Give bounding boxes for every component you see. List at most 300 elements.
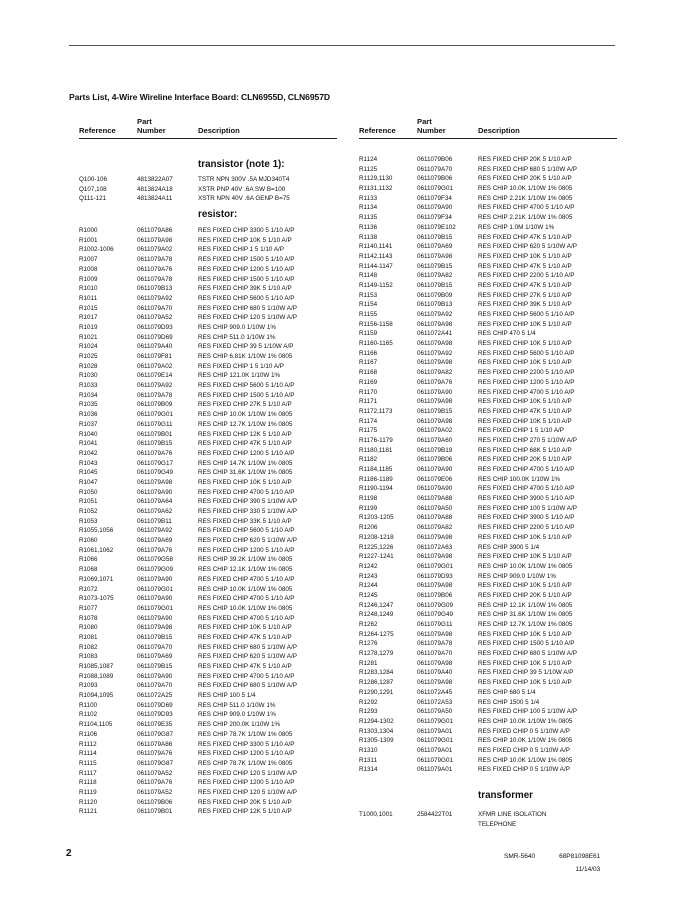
description-cell: RES CHIP 12.1K 1/10W 1% 0805 [198, 566, 293, 574]
reference-cell: R1037 [79, 420, 98, 428]
reference-cell: R1017 [79, 314, 98, 322]
description-cell: RES CHIP 6.81K 1/10W 1% 0805 [198, 353, 293, 360]
description-cell: RES FIXED CHIP 47K 5 1/10 A/P [198, 663, 292, 670]
description-cell: RES FIXED CHIP 4700 5 1/10 A/P [478, 466, 575, 473]
description-cell: RES FIXED CHIP 20K 5 1/10 A/P [198, 798, 292, 806]
table-row [359, 620, 617, 630]
description-cell: RES FIXED CHIP 39 5 1/10W A/P [198, 343, 294, 351]
table-row [359, 446, 617, 456]
part-number-cell: 0611079G01 [137, 604, 173, 612]
description-cell: RES CHIP 1.0M 1/10W 1% [478, 223, 555, 231]
table-row [359, 475, 617, 485]
table-row [359, 727, 617, 737]
description-cell: RES FIXED CHIP 39 5 1/10W A/P [478, 669, 574, 677]
description-cell: RES FIXED CHIP 20K 5 1/10 A/P [478, 591, 572, 599]
reference-cell: R1051 [79, 498, 98, 506]
description-cell: RES FIXED CHIP 10K 5 1/10 A/P [478, 252, 572, 260]
reference-cell: R1160-1165 [359, 340, 393, 348]
description-cell: RES FIXED CHIP 10K 5 1/10 A/P [198, 478, 292, 486]
reference-cell: T1000,1001 [359, 811, 393, 818]
description-cell: RES FIXED CHIP 12K 5 1/10 A/P [198, 808, 292, 816]
reference-cell: R1208-1218 [359, 533, 394, 541]
column-header [359, 107, 617, 139]
reference-cell: R1138 [359, 233, 378, 241]
table-row [79, 284, 337, 294]
doc-code: SMR-5640 [504, 853, 536, 860]
table-row [359, 203, 617, 213]
table-row [359, 504, 617, 514]
reference-cell: R1009 [79, 275, 98, 283]
description-cell: RES FIXED CHIP 100 5 1/10W A/P [478, 504, 577, 512]
part-number-cell: 0611079B06 [417, 456, 453, 464]
reference-cell: R1033 [79, 382, 98, 390]
reference-cell: R1310 [359, 746, 378, 754]
doc-date: 11/14/03 [575, 866, 601, 873]
table-row [359, 310, 617, 320]
part-number-cell: 0611079A52 [137, 788, 173, 796]
table-row [79, 459, 337, 469]
reference-cell: R1172,1173 [359, 407, 393, 415]
table-row [359, 320, 617, 330]
description-cell: RES FIXED CHIP 680 5 1/10W A/P [198, 682, 297, 690]
reference-cell: R1154 [359, 301, 378, 309]
part-number-cell: 0611079A98 [417, 340, 453, 348]
table-row [359, 746, 617, 756]
description-cell: RES CHIP 470 5 1/4 [478, 330, 536, 338]
part-number-cell: 0611079D69 [137, 701, 173, 709]
table-row [359, 494, 617, 504]
part-number-cell: 0611079G11 [137, 420, 173, 428]
description-cell: RES CHIP 121.0K 1/10W 1% [198, 372, 281, 380]
part-number-cell: 0611079A98 [137, 478, 173, 486]
table-row [359, 572, 617, 582]
description-cell: RES CHIP 2.21K 1/10W 1% 0805 [478, 214, 573, 222]
section-title-transformer: transformer [478, 790, 533, 801]
reference-cell: R1102 [79, 711, 98, 719]
reference-cell: R1085,1087 [79, 663, 114, 670]
description-cell: RES CHIP 12.7K 1/10W 1% 0805 [478, 621, 573, 628]
description-cell: RES FIXED CHIP 27K 5 1/10 A/P [198, 401, 292, 409]
table-row [79, 604, 337, 614]
description-cell: RES FIXED CHIP 3300 5 1/10 A/P [198, 740, 295, 748]
header-description: Description [198, 126, 240, 135]
description-cell: RES CHIP 31.6K 1/10W 1% 0805 [198, 469, 293, 477]
part-number-cell: 0611079G87 [137, 730, 173, 738]
part-number-cell: 0611079A76 [137, 265, 173, 273]
table-row [359, 155, 617, 165]
table-row [79, 255, 337, 265]
table-row [79, 226, 337, 236]
description-cell: RES FIXED CHIP 3900 5 1/10 A/P [478, 495, 575, 503]
part-number-cell: 0611079G01 [417, 737, 453, 745]
description-cell: RES FIXED CHIP 0 5 1/10W A/P [478, 766, 570, 774]
description-cell: RES FIXED CHIP 680 5 1/10W A/P [198, 304, 297, 312]
part-number-cell: 0611079A50 [417, 504, 453, 512]
table-row [79, 449, 337, 459]
reference-cell: R1036 [79, 411, 98, 419]
reference-cell: R1283,1284 [359, 669, 394, 677]
part-number-cell: 2584422T01 [417, 811, 453, 818]
table-row [359, 820, 617, 830]
part-number-cell: 0611079G49 [417, 611, 453, 619]
reference-cell: R1115 [79, 759, 97, 767]
reference-cell: Q107,108 [79, 185, 107, 193]
description-cell: RES FIXED CHIP 4700 5 1/10 A/P [198, 595, 295, 603]
reference-cell: R1042 [79, 449, 98, 457]
reference-cell: R1156-1158 [359, 320, 393, 328]
table-row [359, 601, 617, 611]
description-cell: RES FIXED CHIP 47K 5 1/10 A/P [198, 633, 292, 641]
reference-cell: R1024 [79, 343, 98, 351]
description-cell: XSTR NPN 40V .6A GENP B=75 [198, 195, 290, 203]
reference-cell: R1278,1279 [359, 650, 394, 658]
table-row [359, 610, 617, 620]
description-cell: RES FIXED CHIP 1 5 1/10 A/P [198, 362, 284, 370]
reference-cell: R1292 [359, 698, 378, 706]
part-number-cell: 0611079B06 [417, 156, 453, 163]
reference-cell: R1045 [79, 469, 98, 477]
reference-cell: R1080 [79, 624, 98, 632]
table-row [79, 420, 337, 430]
part-number-cell: 0611079A40 [137, 343, 173, 351]
reference-cell: R1100 [79, 701, 98, 709]
reference-cell: R1248,1249 [359, 611, 394, 619]
table-row [359, 659, 617, 669]
table-row [79, 323, 337, 333]
description-cell: RES FIXED CHIP 5600 5 1/10 A/P [198, 527, 295, 535]
description-cell: RES CHIP 31.6K 1/10W 1% 0805 [478, 611, 573, 619]
table-row [359, 678, 617, 688]
table-row [359, 436, 617, 446]
description-cell: RES FIXED CHIP 5600 5 1/10 A/P [478, 311, 575, 318]
part-number-cell: 0611079A90 [417, 388, 453, 396]
table-row [79, 672, 337, 682]
description-cell: RES FIXED CHIP 620 5 1/10W A/P [198, 653, 297, 661]
resistor-rows-right [359, 155, 617, 775]
part-number-cell: 0611079G01 [137, 411, 173, 419]
part-number-cell: 0611072A45 [417, 688, 453, 696]
reference-cell: R1035 [79, 401, 98, 409]
part-number-cell: 0611079A98 [137, 236, 173, 244]
reference-cell: R1135 [359, 214, 378, 222]
reference-cell: R1010 [79, 285, 98, 293]
part-number-cell: 0611079A92 [417, 311, 453, 318]
part-number-cell: 0611079A70 [417, 650, 453, 658]
description-cell: RES CHIP 1500 5 1/4 [478, 698, 540, 706]
part-number-cell: 0611079A70 [417, 165, 453, 173]
part-number-cell: 0611079G09 [137, 566, 173, 574]
table-row [359, 368, 617, 378]
part-number-cell: 0611079A90 [417, 466, 453, 473]
part-number-cell: 0611079A69 [417, 243, 453, 251]
description-cell: RES FIXED CHIP 33K 5 1/10 A/P [198, 517, 292, 525]
part-number-cell: 0611079A90 [417, 485, 453, 493]
reference-cell: R1180,1181 [359, 446, 393, 454]
description-cell: RES CHIP 3900 5 1/4 [478, 543, 540, 551]
reference-cell: R1125 [359, 165, 378, 173]
page-number: 2 [66, 848, 72, 859]
reference-cell: R1170 [359, 388, 378, 396]
part-number-cell: 0611079A40 [417, 669, 453, 677]
reference-cell: R1168 [359, 369, 378, 377]
table-row [359, 543, 617, 553]
header-part-number [417, 117, 446, 135]
table-row [79, 371, 337, 381]
reference-cell: R1008 [79, 265, 98, 273]
part-number-cell: 0611079B15 [137, 440, 173, 448]
part-number-cell: 0611079A76 [137, 779, 173, 787]
part-number-cell: 0611079G58 [137, 556, 173, 564]
table-row [359, 698, 617, 708]
part-number-cell: 0611079A52 [137, 769, 173, 777]
part-number-cell: 0611079B09 [417, 291, 453, 299]
description-cell: RES FIXED CHIP 10K 5 1/10 A/P [478, 533, 572, 541]
part-number-cell: 0611079B15 [137, 663, 173, 670]
description-cell: RES FIXED CHIP 680 5 1/10W A/P [478, 165, 577, 173]
description-cell: RES FIXED CHIP 10K 5 1/10 A/P [478, 359, 572, 367]
description-cell: RES FIXED CHIP 680 5 1/10W A/P [198, 643, 297, 651]
reference-cell: R1199 [359, 504, 378, 512]
part-number-cell: 0611079A88 [417, 514, 453, 522]
column-header [79, 107, 337, 139]
description-cell: RES FIXED CHIP 4700 5 1/10 A/P [198, 488, 295, 496]
table-row [79, 585, 337, 595]
part-number-cell: 0611079A70 [137, 643, 173, 651]
header-part-line2: Number [417, 126, 446, 135]
description-cell: RES CHIP 10.0K 1/10W 1% 0805 [198, 604, 293, 612]
description-cell: RES FIXED CHIP 4700 5 1/10 A/P [198, 672, 295, 680]
description-cell: RES CHIP 511.0 1/10W 1% [198, 333, 276, 341]
reference-cell: R1118 [79, 779, 97, 787]
table-row [79, 194, 337, 204]
header-reference: Reference [79, 126, 116, 135]
reference-cell: R1264-1275 [359, 630, 394, 638]
table-row [79, 555, 337, 565]
part-number-cell: 4813824A11 [137, 195, 173, 203]
reference-cell: R1186-1189 [359, 475, 393, 483]
part-number-cell: 0611079A82 [417, 369, 453, 377]
table-row [359, 668, 617, 678]
reference-cell: R1034 [79, 391, 98, 399]
table-row [79, 185, 337, 195]
table-row [79, 691, 337, 701]
part-number-cell: 0611079G11 [417, 621, 453, 628]
reference-cell: R1055,1056 [79, 527, 114, 535]
reference-cell: R1129,1130 [359, 175, 393, 183]
header-description: Description [478, 126, 520, 135]
description-cell: RES FIXED CHIP 4700 5 1/10 A/P [478, 204, 575, 212]
part-number-cell: 0611079A02 [137, 362, 173, 370]
part-number-cell: 0611079F34 [417, 194, 452, 202]
part-number-cell: 0611079A92 [417, 349, 453, 357]
description-cell: RES FIXED CHIP 10K 5 1/10 A/P [478, 582, 572, 590]
table-row [79, 478, 337, 488]
part-number-cell: 0611079A98 [417, 417, 453, 425]
description-cell: RES FIXED CHIP 120 5 1/10W A/P [198, 314, 297, 322]
description-cell: RES FIXED CHIP 10K 5 1/10 A/P [478, 679, 572, 687]
table-row [359, 407, 617, 417]
part-number-cell: 0611079B13 [137, 285, 173, 293]
reference-cell: R1144-1147 [359, 262, 393, 270]
table-row [79, 410, 337, 420]
part-number-cell: 0611079B15 [417, 233, 453, 241]
description-cell: RES FIXED CHIP 68K 5 1/10 A/P [478, 446, 572, 454]
description-cell: RES CHIP 14.7K 1/10W 1% 0805 [198, 459, 293, 467]
description-cell: RES FIXED CHIP 3900 5 1/10 A/P [478, 514, 575, 522]
part-number-cell: 0611079A98 [417, 252, 453, 260]
part-number-cell: 0611079A02 [137, 246, 173, 254]
reference-cell: R1294-1302 [359, 717, 394, 725]
table-row [359, 233, 617, 243]
part-number-cell: 0611079D69 [137, 333, 173, 341]
part-number-cell: 0611079B19 [417, 446, 453, 454]
part-number-cell: 0611079A90 [137, 614, 173, 622]
part-number-cell: 0611079A76 [137, 750, 173, 758]
table-row [359, 810, 617, 820]
table-row [359, 349, 617, 359]
table-row [359, 717, 617, 727]
table-row [79, 710, 337, 720]
part-number-cell: 0611079A92 [137, 527, 173, 535]
reference-cell: R1088,1089 [79, 672, 114, 680]
part-number-cell: 0611079A82 [417, 524, 453, 532]
description-cell: RES FIXED CHIP 20K 5 1/10 A/P [478, 456, 572, 464]
part-number-cell: 0611079E102 [417, 223, 456, 231]
table-row [359, 513, 617, 523]
part-number-cell: 0611079G87 [137, 759, 173, 767]
reference-cell: R1174 [359, 417, 378, 425]
table-row [359, 281, 617, 291]
part-number-cell: 0611079E35 [137, 721, 173, 729]
part-number-cell: 0611079A98 [417, 398, 453, 406]
description-cell: RES FIXED CHIP 1200 5 1/10 A/P [198, 779, 295, 787]
reference-cell: R1142,1143 [359, 252, 393, 260]
part-number-cell: 0611079B11 [137, 517, 172, 525]
table-row [79, 643, 337, 653]
description-cell: RES FIXED CHIP 47K 5 1/10 A/P [198, 440, 292, 448]
table-row [359, 417, 617, 427]
table-row [79, 633, 337, 643]
reference-cell: R1093 [79, 682, 98, 690]
description-cell: RES FIXED CHIP 0 5 1/10W A/P [478, 746, 570, 754]
reference-cell: R1244 [359, 582, 378, 590]
doc-number: 68P81098E61 [559, 853, 601, 860]
reference-cell: R1041 [79, 440, 98, 448]
part-number-cell: 0611079B15 [417, 262, 453, 270]
reference-cell: R1028 [79, 362, 98, 370]
reference-cell: R1243 [359, 572, 378, 580]
reference-cell: R1281 [359, 659, 378, 667]
description-cell: RES FIXED CHIP 2200 5 1/10 A/P [478, 524, 575, 532]
description-cell: RES FIXED CHIP 2200 5 1/10 A/P [478, 369, 575, 377]
part-number-cell: 0611079A98 [417, 533, 453, 541]
table-row [359, 736, 617, 746]
reference-cell: R1124 [359, 156, 378, 163]
table-row [359, 291, 617, 301]
description-cell: RES FIXED CHIP 120 5 1/10W A/P [198, 788, 297, 796]
part-number-cell: 0611079A90 [137, 595, 173, 603]
table-row [79, 681, 337, 691]
part-number-cell: 0611079A98 [417, 582, 453, 590]
reference-cell: R1094,1095 [79, 692, 114, 700]
reference-cell: R1171 [359, 398, 378, 406]
description-cell: RES FIXED CHIP 20K 5 1/10 A/P [478, 156, 572, 163]
description-cell: RES FIXED CHIP 20K 5 1/10 A/P [478, 175, 572, 183]
reference-cell: R1002-1006 [79, 246, 114, 254]
table-row [359, 242, 617, 252]
reference-cell: R1175 [359, 427, 378, 435]
reference-cell: R1166 [359, 349, 378, 357]
table-row [79, 798, 337, 808]
reference-cell: R1203-1205 [359, 514, 394, 522]
description-cell: RES FIXED CHIP 5600 5 1/10 A/P [198, 382, 295, 390]
description-cell: RES FIXED CHIP 10K 5 1/10 A/P [198, 236, 292, 244]
table-row [79, 488, 337, 498]
table-row [79, 294, 337, 304]
table-row [79, 517, 337, 527]
reference-cell: R1001 [79, 236, 98, 244]
part-number-cell: 0611079B15 [417, 281, 453, 289]
header-part-line2: Number [137, 126, 166, 135]
reference-cell: R1242 [359, 562, 378, 570]
part-number-cell: 0611079A88 [417, 495, 453, 503]
part-number-cell: 0611079G01 [137, 585, 173, 593]
description-cell: RES FIXED CHIP 4700 5 1/10 A/P [478, 388, 575, 396]
part-number-cell: 0611079B01 [137, 808, 173, 816]
reference-cell: Q100-106 [79, 176, 108, 183]
top-rule [69, 45, 615, 46]
part-number-cell: 0611079B06 [137, 798, 173, 806]
reference-cell: R1167 [359, 359, 378, 367]
description-cell: RES CHIP 12.1K 1/10W 1% 0805 [478, 601, 573, 609]
reference-cell: R1149-1152 [359, 281, 393, 289]
table-row [359, 630, 617, 640]
part-number-cell: 4813824A18 [137, 185, 173, 193]
part-number-cell: 0611079A92 [137, 382, 173, 390]
part-number-cell: 0611079A70 [137, 304, 173, 312]
table-row [79, 652, 337, 662]
reference-cell: R1159 [359, 330, 378, 338]
part-number-cell: 0611079A01 [417, 746, 453, 754]
table-row [79, 468, 337, 478]
part-number-cell: 0611079G01 [417, 717, 453, 725]
part-number-cell: 0611072A41 [417, 330, 453, 338]
reference-cell: R1060 [79, 537, 98, 545]
reference-cell: R1246,1247 [359, 601, 394, 609]
reference-cell: R1136 [359, 223, 378, 231]
table-row [79, 381, 337, 391]
table-row [79, 507, 337, 517]
table-row [79, 333, 337, 343]
part-number-cell: 0611072A53 [417, 698, 453, 706]
section-title-resistor: resistor: [198, 209, 238, 221]
part-number-cell: 0611079A78 [137, 275, 173, 283]
part-number-cell: 0611079A02 [417, 427, 453, 435]
description-cell: RES FIXED CHIP 10K 5 1/10 A/P [478, 659, 572, 667]
table-row [359, 533, 617, 543]
reference-cell: R1083 [79, 653, 98, 661]
description-cell: RES FIXED CHIP 47K 5 1/10 A/P [478, 281, 572, 289]
part-number-cell: 0611079A86 [137, 227, 173, 235]
part-number-cell: 0611079A70 [137, 682, 173, 690]
reference-cell: R1007 [79, 256, 98, 264]
reference-cell: R1303,1304 [359, 727, 394, 735]
part-number-cell: 0611079A92 [137, 294, 173, 302]
table-row [359, 271, 617, 281]
description-cell: RES CHIP 10.0K 1/10W 1% 0805 [198, 411, 293, 419]
table-row [359, 688, 617, 698]
description-cell: RES CHIP 10.0K 1/10W 1% 0805 [478, 185, 573, 193]
